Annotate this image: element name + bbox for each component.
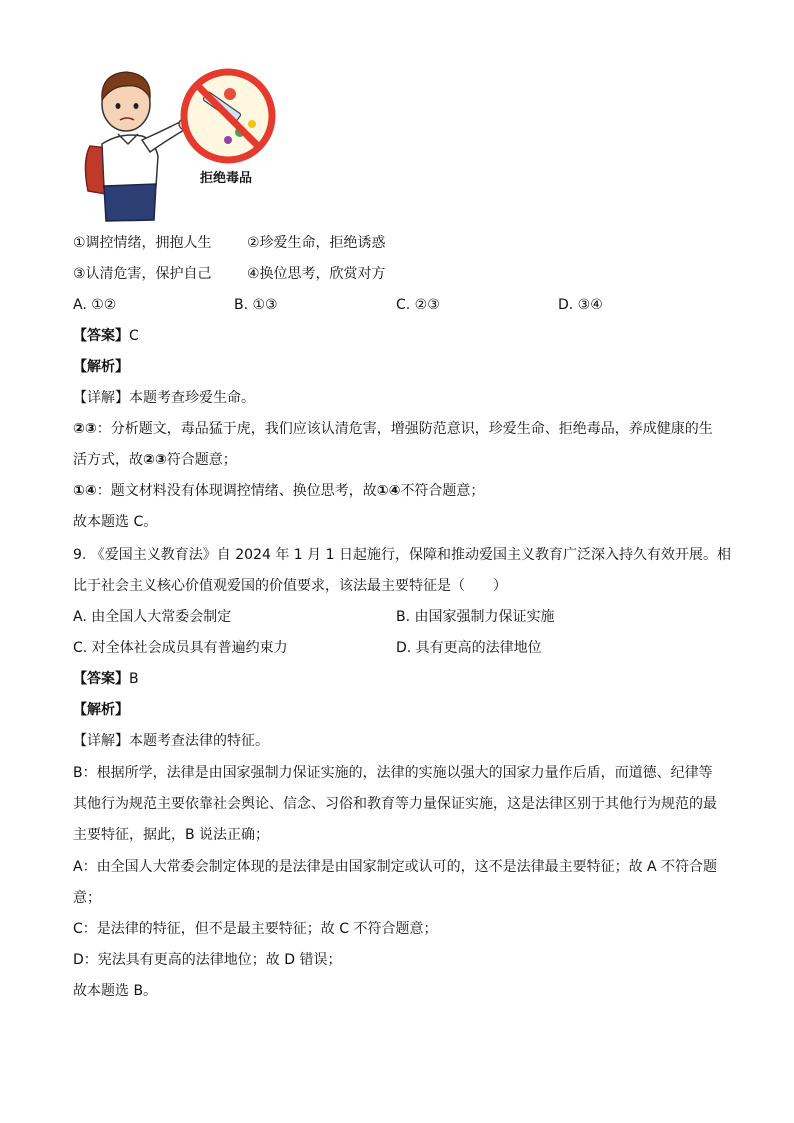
q9-answer-label: 【答案】 — [73, 671, 129, 687]
q8-para1-line2-b: ②③ — [143, 452, 167, 468]
q9-analysis-label: 【解析】 — [73, 702, 129, 718]
q9-b-line1: B：根据所学，法律是由国家强制力保证实施的，法律的实施以强大的国家力量作后盾，而道德、纪律等 — [73, 765, 713, 781]
q8-para1-label: ②③ — [73, 421, 97, 437]
q9-answer-value: B — [129, 671, 139, 687]
q8-detail-label: 【详解】 — [73, 390, 129, 406]
q9-conclusion: 故本题选 B。 — [73, 983, 158, 999]
q9-a-line1: A：由全国人大常委会制定体现的是法律是由国家制定或认可的，这不是法律最主要特征；故 A 不符合题 — [73, 859, 718, 875]
q8-para2-a: ：题文材料没有体现调控情绪、换位思考，故 — [96, 483, 377, 499]
q8-para2-label: ①④ — [73, 483, 97, 499]
q9-option-a: A. 由全国人大常委会制定 — [73, 609, 232, 625]
q8-option-a: A. ①② — [73, 297, 117, 313]
q8-para2-b: ①④ — [376, 483, 401, 499]
q8-para1-line2-a: 活方式，故 — [73, 452, 143, 468]
q9-stem-line2: 比于社会主义核心价值观爱国的价值要求，该法最主要特征是（ ） — [73, 578, 507, 594]
q9-d-line: D：宪法具有更高的法律地位；故 D 错误； — [73, 952, 342, 968]
q8-para2-c: 不符合题意； — [400, 483, 485, 499]
anti-drug-illustration — [80, 66, 280, 226]
q8-choice-1: ①调控情绪，拥抱人生 — [73, 235, 212, 251]
poster-label: 拒绝毒品 — [200, 171, 253, 186]
q8-para1-text: ：分析题文，毒品猛于虎，我们应该认清危害，增强防范意识，珍爱生命、拒绝毒品，养成健康的生 — [96, 421, 713, 437]
q8-analysis-label: 【解析】 — [73, 359, 129, 375]
q9-detail — [73, 731, 269, 751]
q9-b-line2: 其他行为规范主要依靠社会舆论、信念、习俗和教育等力量保证实施，这是法律区别于其他行为规范的最 — [73, 796, 717, 812]
q9-detail-label: 【详解】 — [73, 733, 129, 749]
q8-answer — [73, 326, 139, 346]
q8-para1-line2-c: 符合题意； — [166, 452, 237, 468]
q9-a-line2: 意； — [73, 890, 101, 906]
q8-para1-line2 — [73, 450, 237, 470]
q9-option-d: D. 具有更高的法律地位 — [396, 640, 542, 656]
q8-choice-4: ④换位思考，欣赏对方 — [247, 266, 386, 282]
q8-para2 — [73, 481, 484, 501]
q8-answer-label: 【答案】 — [73, 328, 129, 344]
q8-option-c: C. ②③ — [396, 297, 440, 313]
q9-option-c: C. 对全体社会成员具有普遍约束力 — [73, 640, 288, 656]
q9-b-line3: 主要特征，据此，B 说法正确； — [73, 827, 270, 843]
q8-answer-value: C — [129, 328, 139, 344]
q9-option-b: B. 由国家强制力保证实施 — [396, 609, 555, 625]
q8-option-d: D. ③④ — [558, 297, 603, 313]
q9-answer — [73, 669, 139, 689]
q8-detail-text: 本题考查珍爱生命。 — [129, 390, 255, 406]
q8-para1-line1 — [73, 419, 713, 439]
q8-conclusion: 故本题选 C。 — [73, 514, 158, 530]
q8-choice-3: ③认清危害，保护自己 — [73, 266, 212, 282]
q9-c-line: C：是法律的特征，但不是最主要特征；故 C 不符合题意； — [73, 921, 438, 937]
q9-detail-text: 本题考查法律的特征。 — [129, 733, 269, 749]
q8-option-b: B. ①③ — [234, 297, 278, 313]
q9-stem-line1: 9. 《爱国主义教育法》自 2024 年 1 月 1 日起施行，保障和推动爱国主义教育广泛深入持久有效开展。相 — [73, 547, 731, 563]
q8-choice-2: ②珍爱生命，拒绝诱惑 — [247, 235, 386, 251]
q8-detail — [73, 388, 255, 408]
